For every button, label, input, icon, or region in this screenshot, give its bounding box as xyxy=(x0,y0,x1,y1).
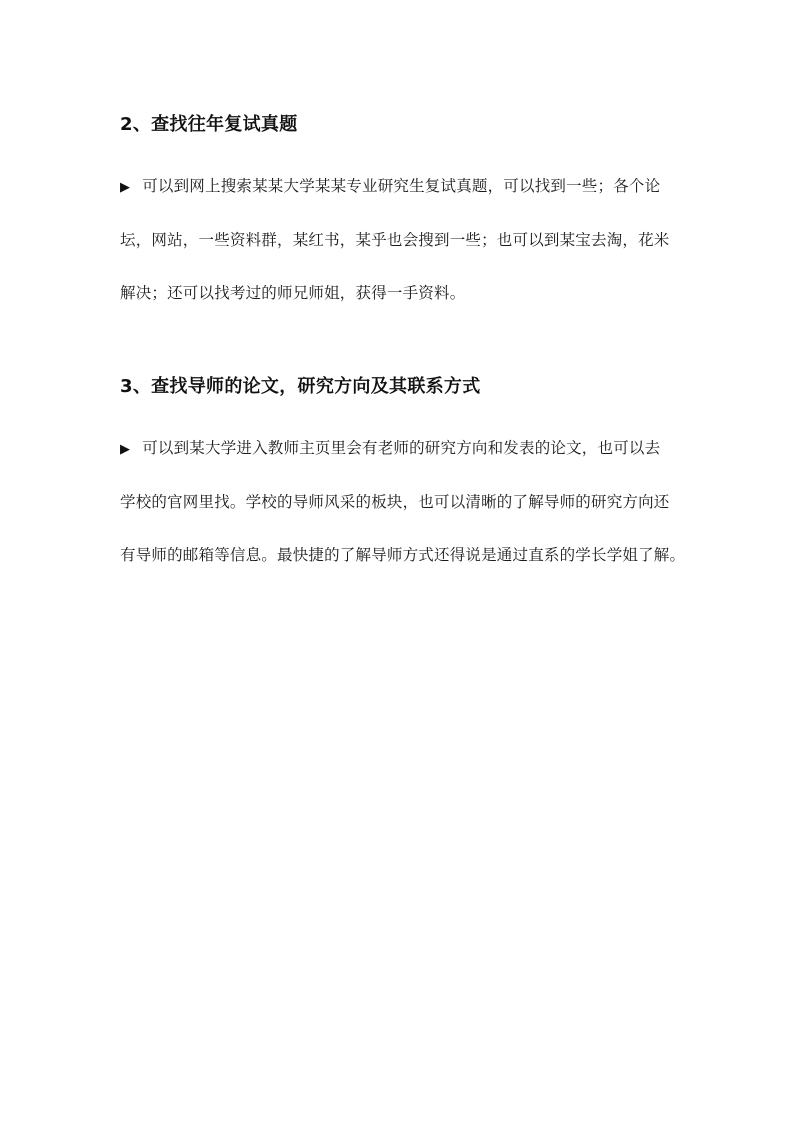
paragraph-line: 坛，网站，一些资料群，某红书，某乎也会搜到一些；也可以到某宝去淘，花米 xyxy=(120,231,670,249)
paragraph-line: 有导师的邮箱等信息。最快捷的了解导师方式还得说是通过直系的学长学姐了解。 xyxy=(120,546,686,564)
triangle-bullet-icon: ▶ xyxy=(120,442,131,457)
paragraph-line xyxy=(120,422,700,476)
section-heading: 2、查找往年复试真题 xyxy=(120,114,298,135)
triangle-bullet-icon: ▶ xyxy=(120,180,131,195)
section-paragraph xyxy=(120,422,700,582)
section-heading: 3、查找导师的论文，研究方向及其联系方式 xyxy=(120,376,481,397)
paragraph-line xyxy=(120,160,700,214)
paragraph-line: 解决；还可以找考过的师兄师姐，获得一手资料。 xyxy=(120,284,466,302)
line-text: 可以到网上搜索某某大学某某专业研究生复试真题，可以找到一些；各个论 xyxy=(142,177,661,195)
section-advisor-research xyxy=(120,374,700,582)
line-text: 可以到某大学进入教师主页里会有老师的研究方向和发表的论文，也可以去 xyxy=(142,439,661,457)
paragraph-line: 学校的官网里找。学校的导师风采的板块，也可以清晰的了解导师的研究方向还 xyxy=(120,493,670,511)
section-paragraph xyxy=(120,160,700,320)
section-past-exam-questions xyxy=(120,112,700,320)
